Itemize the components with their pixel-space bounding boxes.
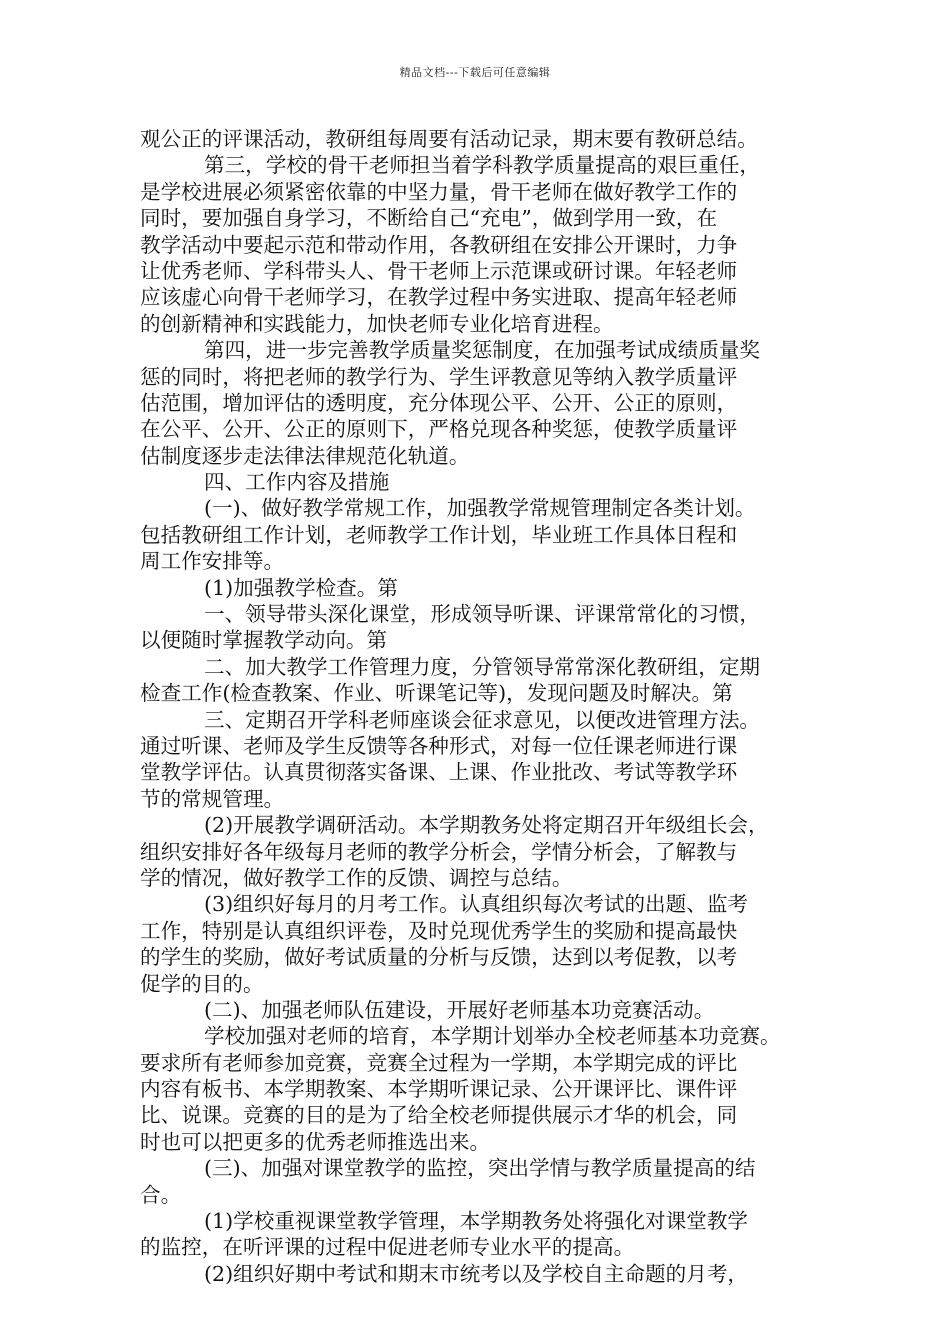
text-line: 内容有板书、本学期教案、本学期听课记录、公开课评比、课件评 [140, 1077, 738, 1102]
text-line: 检查工作(检查教案、作业、听课笔记等)，发现问题及时解决。第 [140, 681, 733, 706]
text-line: 三、定期召开学科老师座谈会征求意见，以便改进管理方法。 [204, 707, 761, 732]
text-line: 二、加大教学工作管理力度，分管领导常常深化教研组，定期 [204, 654, 761, 679]
text-line: 教学活动中要起示范和带动作用，各教研组在安排公开课时，力争 [140, 232, 738, 257]
text-line: 堂教学评估。认真贯彻落实备课、上课、作业批改、考试等教学环 [140, 760, 738, 785]
text-line: 让优秀老师、学科带头人、骨干老师上示范课或研讨课。年轻老师 [140, 258, 738, 283]
text-line: (2)组织好期中考试和期末市统考以及学校自主命题的月考， [204, 1261, 749, 1286]
text-line: (三)、加强对课堂教学的监控，突出学情与教学质量提高的结 [204, 1156, 756, 1181]
text-line: 惩的同时，将把老师的教学行为、学生评教意见等纳入教学质量评 [140, 364, 738, 389]
text-line: 在公平、公开、公正的原则下，严格兑现各种奖惩，使教学质量评 [140, 417, 738, 442]
text-line: 第三，学校的骨干老师担当着学科教学质量提高的艰巨重任， [204, 153, 761, 178]
text-line: 应该虚心向骨干老师学习，在教学过程中务实进取、提高年轻老师 [140, 285, 738, 310]
text-line: (二)、加强老师队伍建设，开展好老师基本功竞赛活动。 [204, 997, 715, 1022]
text-line: 学校加强对老师的培育，本学期计划举办全校老师基本功竞赛。 [204, 1024, 781, 1049]
text-line: 促学的目的。 [140, 971, 264, 996]
document-body [140, 126, 812, 1287]
text-line: 周工作安排等。 [140, 549, 285, 574]
text-line: 估范围，增加评估的透明度，充分体现公平、公开、公正的原则， [140, 390, 738, 415]
text-line: 组织安排好各年级每月老师的教学分析会，学情分析会，了解教与 [140, 839, 738, 864]
text-line: 学的情况，做好教学工作的反馈、调控与总结。 [140, 865, 573, 890]
text-line: 同时，要加强自身学习，不断给自己“充电”，做到学用一致，在 [140, 206, 718, 231]
text-line: (1)加强教学检查。第 [204, 575, 398, 600]
text-line: 是学校进展必须紧密依靠的中坚力量，骨干老师在做好教学工作的 [140, 179, 738, 204]
text-line: 估制度逐步走法律法律规范化轨道。 [140, 443, 470, 468]
text-line: 比、说课。竞赛的目的是为了给全校老师提供展示才华的机会，同 [140, 1103, 738, 1128]
text-line: 观公正的评课活动，教研组每周要有活动记录，期末要有教研总结。 [140, 127, 758, 151]
text-line: 以便随时掌握教学动向。第 [140, 628, 388, 653]
text-line: 包括教研组工作计划，老师教学工作计划，毕业班工作具体日程和 [140, 522, 738, 547]
text-line: (2)开展教学调研活动。本学期教务处将定期召开年级组长会， [204, 813, 769, 838]
text-line: 节的常规管理。 [140, 786, 285, 811]
text-line: 要求所有老师参加竞赛，竞赛全过程为一学期，本学期完成的评比 [140, 1050, 738, 1075]
text-line: 一、领导带头深化课堂，形成领导听课、评课常常化的习惯， [204, 602, 761, 627]
text-line: 通过听课、老师及学生反馈等各种形式，对每一位任课老师进行课 [140, 733, 738, 758]
text-line: (1)学校重视课堂教学管理，本学期教务处将强化对课堂教学 [204, 1209, 749, 1234]
text-line: 的创新精神和实践能力，加快老师专业化培育进程。 [140, 311, 614, 336]
text-line: (3)组织好每月的月考工作。认真组织每次考试的出题、监考 [204, 892, 749, 917]
text-line: (一)、做好教学常规工作，加强教学常规管理制定各类计划。 [204, 496, 756, 521]
text-line: 四、工作内容及措施 [204, 470, 390, 495]
text-line: 的学生的奖励，做好考试质量的分析与反馈，达到以考促教，以考 [140, 945, 738, 970]
text-line: 的监控，在听评课的过程中促进老师专业水平的提高。 [140, 1235, 635, 1260]
text-line: 合。 [140, 1182, 182, 1207]
text-line: 工作，特别是认真组织评卷，及时兑现优秀学生的奖励和提高最快 [140, 918, 738, 943]
text-line: 第四，进一步完善教学质量奖惩制度，在加强考试成绩质量奖 [204, 338, 761, 363]
page-header: 精品文档---下载后可任意编辑 [399, 66, 551, 79]
text-line: 时也可以把更多的优秀老师推选出来。 [140, 1129, 491, 1154]
